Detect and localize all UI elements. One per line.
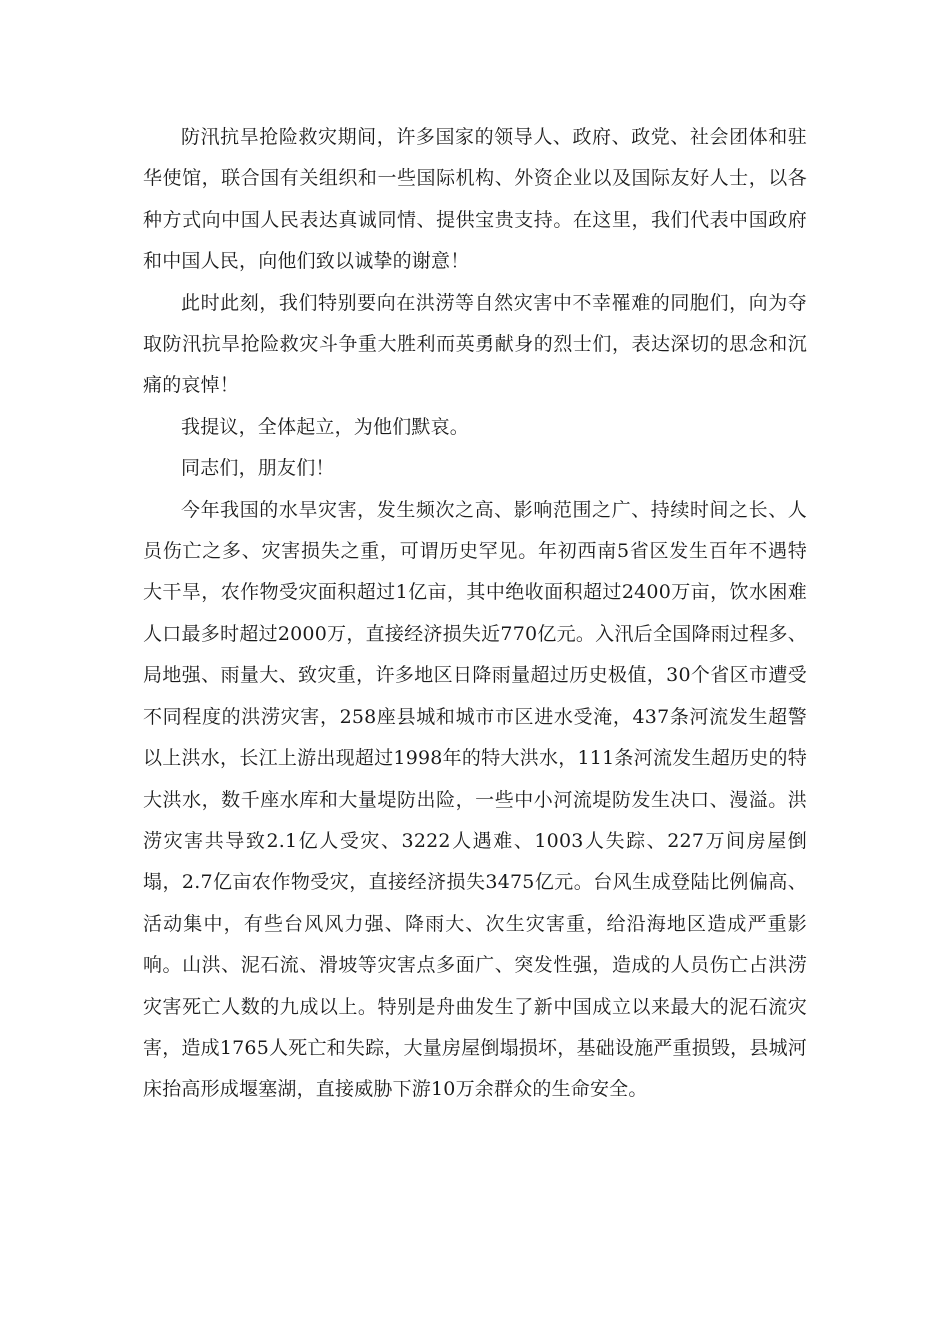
paragraph-address: 同志们，朋友们！ [181, 457, 335, 480]
paragraph-mourning: 此时此刻，我们特别要向在洪涝等自然灾害中不幸罹难的同胞们，向为夺取防汛抗旱抢险救灾斗争重大胜利而英勇献身的烈士们，表达深切的思念和沉痛的哀悼！ [143, 291, 807, 397]
document-body [143, 117, 807, 1111]
paragraph-thanks: 防汛抗旱抢险救灾期间，许多国家的领导人、政府、政党、社会团体和驻华使馆，联合国有关组织和一些国际机构、外资企业以及国际友好人士，以各种方式向中国人民表达真诚同情、提供宝贵支持。在这里，我们代表中国政府和中国人民，向他们致以诚挚的谢意！ [143, 126, 807, 273]
paragraph-silence-proposal: 我提议，全体起立，为他们默哀。 [181, 415, 470, 438]
paragraph-disaster-overview: 今年我国的水旱灾害，发生频次之高、影响范围之广、持续时间之长、人员伤亡之多、灾害损失之重，可谓历史罕见。年初西南5省区发生百年不遇特大干旱，农作物受灾面积超过1亿亩，其中绝收面积超过2400万亩，饮水困难人口最多时超过2000万，直接经济损失近770亿元。入汛后全国降雨过程多、局地强、雨量大、致灾重，许多地区日降雨量超过历史极值，30个省区市遭受不同程度的洪涝灾害，258座县城和城市市区进水受淹，437条河流发生超警以上洪水，长江上游出现超过1998年的特大洪水，111条河流发生超历史的特大洪水，数千座水库和大量堤防出险，一些中小河流堤防发生决口、漫溢。洪涝灾害共导致2.1亿人受灾、3222人遇难、1003人失踪、227万间房屋倒塌，2.7亿亩农作物受灾，直接经济损失3475亿元。台风生成登陆比例偏高、活动集中，有些台风风力强、降雨大、次生灾害重，给沿海地区造成严重影响。山洪、泥石流、滑坡等灾害点多面广、突发性强，造成的人员伤亡占洪涝灾害死亡人数的九成以上。特别是舟曲发生了新中国成立以来最大的泥石流灾害，造成1765人死亡和失踪，大量房屋倒塌损坏，基础设施严重损毁，县城河床抬高形成堰塞湖，直接威胁下游10万余群众的生命安全。 [143, 498, 807, 1101]
